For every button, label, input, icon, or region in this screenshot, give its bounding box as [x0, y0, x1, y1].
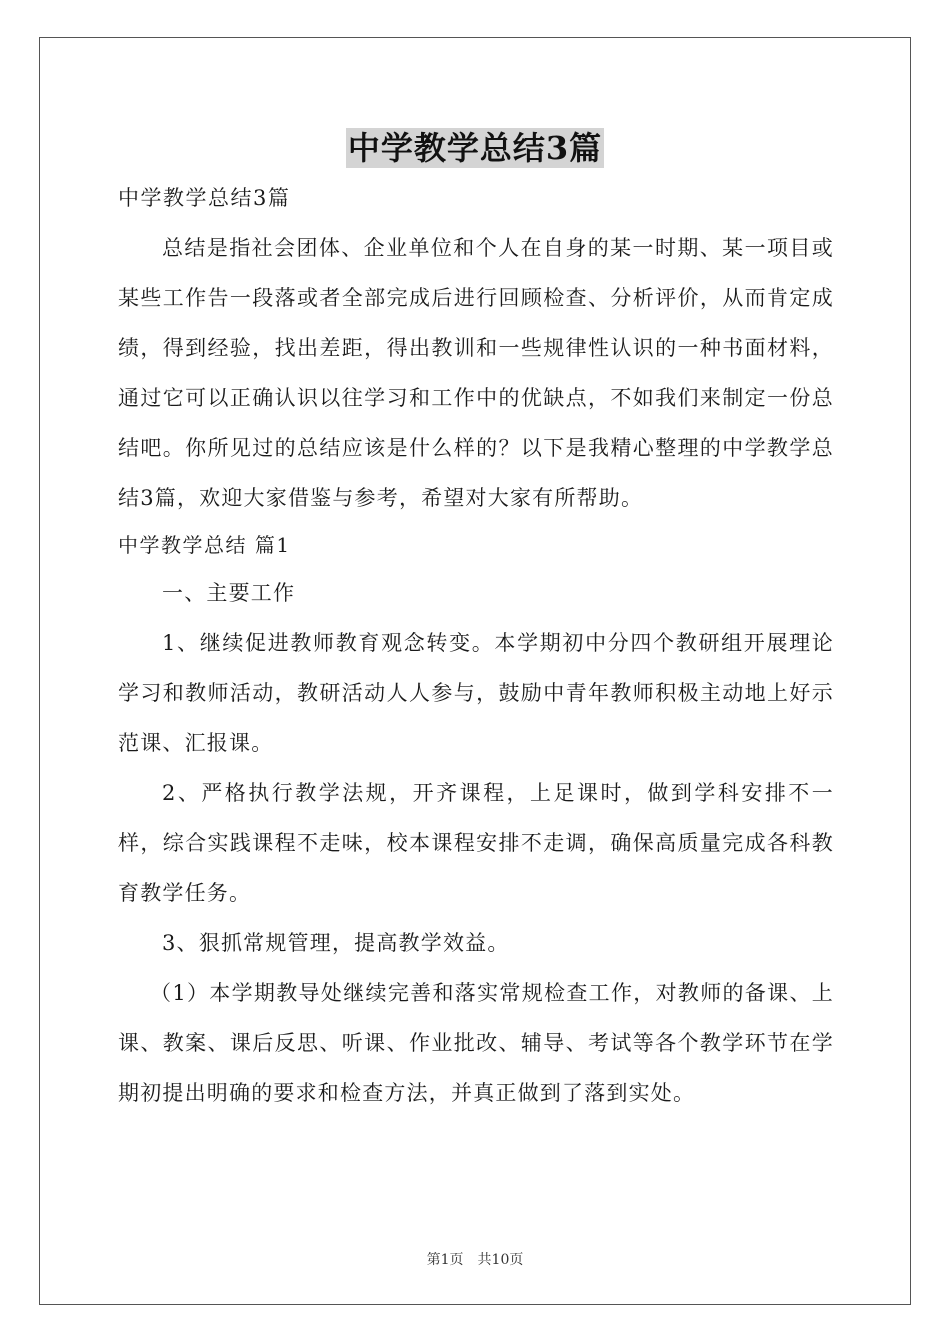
- section-title: 中学教学总结 篇1: [118, 533, 291, 557]
- paragraph-3: 3、狠抓常规管理，提高教学效益。: [162, 931, 510, 955]
- document-body: [118, 180, 834, 1118]
- title-container: [0, 128, 950, 168]
- section-heading: 一、主要工作: [162, 581, 296, 605]
- page-footer: 第1页 共10页: [426, 1252, 524, 1268]
- paragraph-1: 1、继续促进教师教育观念转变。本学期初中分四个教研组开展理论学习和教师活动，教研活动人人参与，鼓励中青年教师积极主动地上好示范课、汇报课。: [118, 631, 834, 755]
- document-subtitle: 中学教学总结3篇: [118, 186, 291, 210]
- paragraph-2: 2、严格执行教学法规，开齐课程，上足课时，做到学科安排不一样，综合实践课程不走味，校本课程安排不走调，确保高质量完成各科教育教学任务。: [118, 781, 834, 905]
- sub-paragraph-1: （1）本学期教导处继续完善和落实常规检查工作，对教师的备课、上课、教案、课后反思、听课、作业批改、辅导、考试等各个教学环节在学期初提出明确的要求和检查方法，并真正做到了落到实处。: [118, 981, 834, 1105]
- intro-paragraph: 总结是指社会团体、企业单位和个人在自身的某一时期、某一项目或某些工作告一段落或者全部完成后进行回顾检查、分析评价，从而肯定成绩，得到经验，找出差距，得出教训和一些规律性认识的一种书面材料，通过它可以正确认识以往学习和工作中的优缺点，不如我们来制定一份总结吧。你所见过的总结应该是什么样的？以下是我精心整理的中学教学总结3篇，欢迎大家借鉴与参考，希望对大家有所帮助。: [118, 236, 834, 510]
- document-title: 中学教学总结3篇: [347, 129, 603, 167]
